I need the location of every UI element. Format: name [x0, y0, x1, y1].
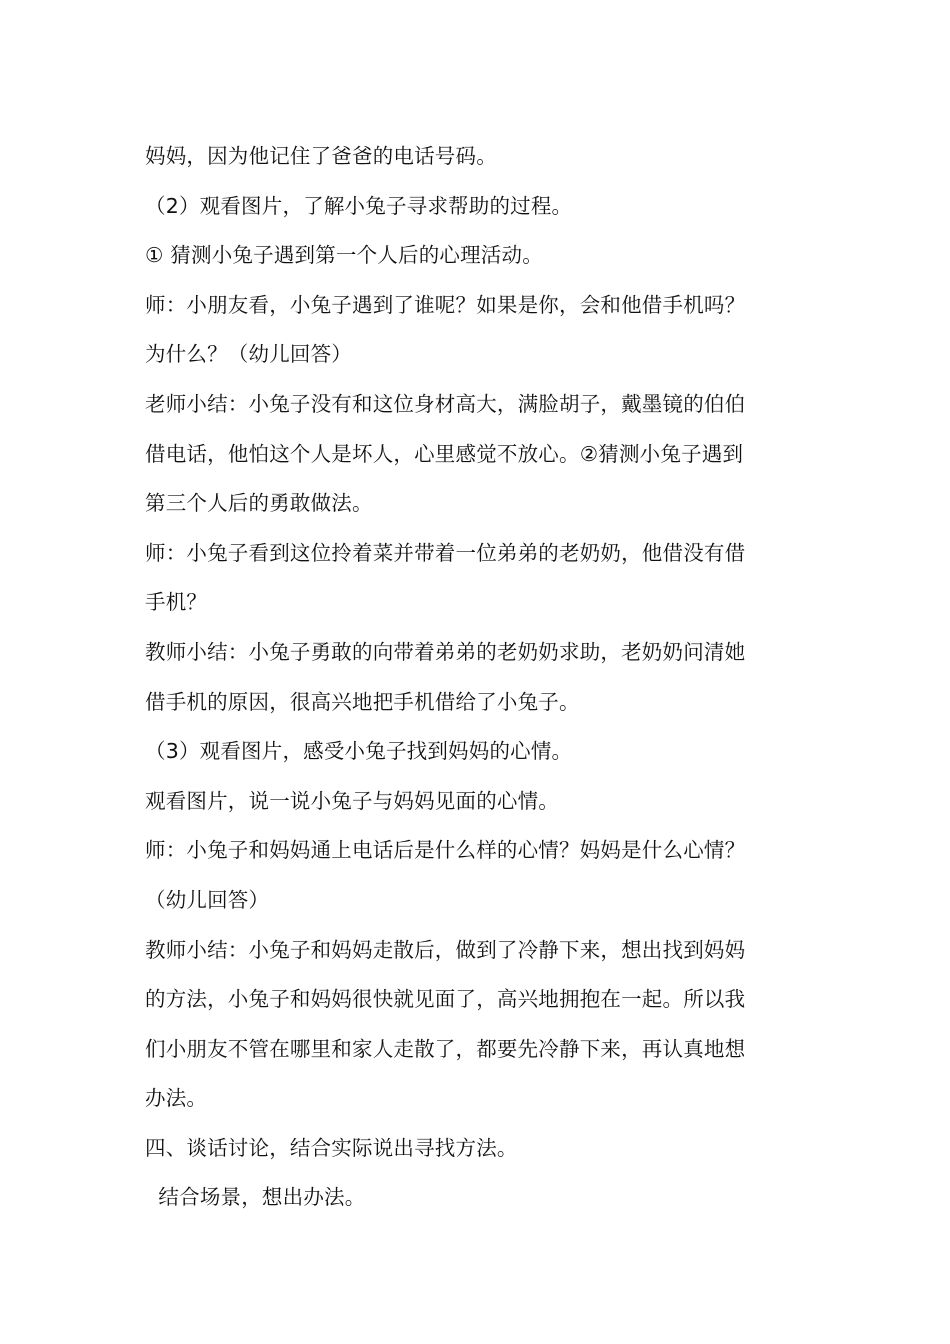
text-line-5: 为什么？（幼儿回答）	[145, 342, 352, 367]
text-line-16: （幼儿回答）	[145, 887, 270, 912]
text-line-22: 结合场景，想出办法。	[145, 1185, 366, 1210]
text-line-4: 师：小朋友看，小兔子遇到了谁呢？如果是你，会和他借手机吗？	[145, 292, 746, 317]
document-body	[145, 132, 815, 1223]
text-line-18: 的方法，小兔子和妈妈很快就见面了，高兴地拥抱在一起。所以我	[145, 987, 746, 1012]
text-line-1: 妈妈，因为他记住了爸爸的电话号码。	[145, 144, 497, 168]
text-line-10: 手机？	[145, 590, 208, 615]
text-line-13: （3）观看图片，感受小兔子找到妈妈的心情。	[145, 739, 573, 764]
text-line-3: ① 猜测小兔子遇到第一个人后的心理活动。	[145, 243, 543, 268]
text-line-14: 观看图片，说一说小兔子与妈妈见面的心情。	[145, 788, 559, 813]
text-line-12: 借手机的原因，很高兴地把手机借给了小兔子。	[145, 689, 580, 714]
text-line-7: 借电话，他怕这个人是坏人，心里感觉不放心。②猜测小兔子遇到	[145, 441, 744, 466]
text-line-8: 第三个人后的勇敢做法。	[145, 491, 373, 516]
text-line-17: 教师小结：小兔子和妈妈走散后，做到了冷静下来，想出找到妈妈	[145, 937, 746, 962]
text-line-20: 办法。	[145, 1086, 208, 1111]
text-line-9: 师：小兔子看到这位拎着菜并带着一位弟弟的老奶奶，他借没有借	[145, 540, 746, 565]
text-line-2: （2）观看图片，了解小兔子寻求帮助的过程。	[145, 193, 573, 218]
text-line-19: 们小朋友不管在哪里和家人走散了，都要先冷静下来，再认真地想	[145, 1036, 746, 1061]
text-line-6: 老师小结：小兔子没有和这位身材高大，满脸胡子，戴墨镜的伯伯	[145, 391, 746, 416]
text-line-21: 四、谈话讨论，结合实际说出寻找方法。	[145, 1135, 518, 1160]
text-line-15: 师：小兔子和妈妈通上电话后是什么样的心情？妈妈是什么心情？	[145, 838, 746, 863]
text-line-11: 教师小结：小兔子勇敢的向带着弟弟的老奶奶求助，老奶奶问清她	[145, 639, 746, 664]
